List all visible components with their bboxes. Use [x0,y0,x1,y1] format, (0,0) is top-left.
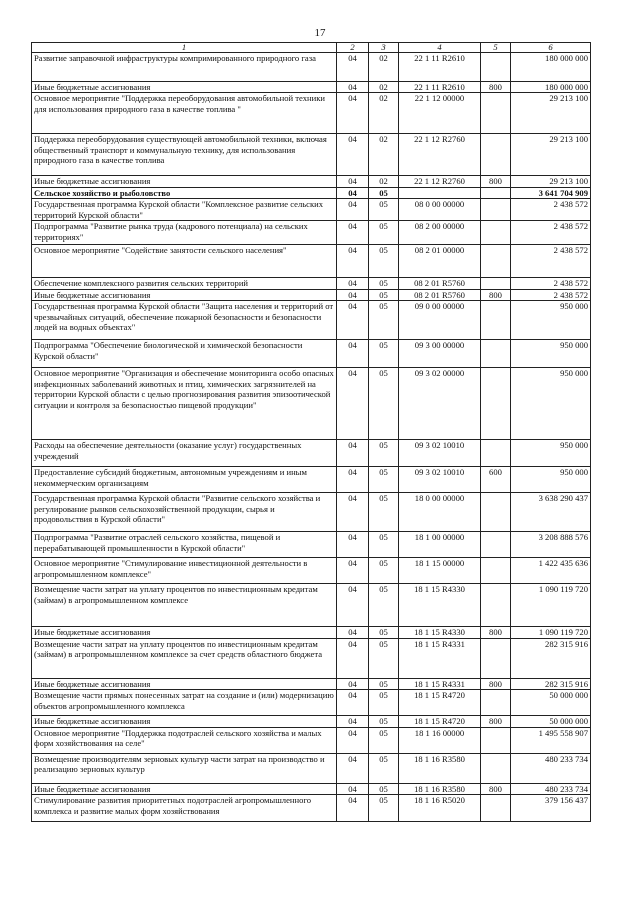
row-sum-cell: 3 641 704 909 [511,187,591,198]
row-csr-cell: 18 1 15 00000 [399,558,481,584]
row-csr-cell: 09 3 02 00000 [399,368,481,440]
row-rz-cell: 04 [337,638,369,678]
row-csr-cell: 18 1 15 R4330 [399,584,481,627]
row-rz-cell: 04 [337,289,369,300]
row-pr-cell: 05 [369,245,399,278]
table-row [32,187,591,198]
row-csr-cell: 18 1 00 00000 [399,532,481,558]
row-sum-cell: 1 090 119 720 [511,584,591,627]
row-name-cell: Предоставление субсидий бюджетным, автономным учреждениям и иным некоммерческим организациям [32,467,337,493]
row-sum-cell: 2 438 572 [511,199,591,221]
row-name-cell: Основное мероприятие "Стимулирование инвестиционной деятельности в агропромышленном комплексе" [32,558,337,584]
table-row [32,340,591,368]
row-pr-cell: 05 [369,278,399,289]
row-vr-cell [481,245,511,278]
row-vr-cell [481,301,511,340]
row-name-cell: Государственная программа Курской области "Комплексное развитие сельских территорий Курской области" [32,199,337,221]
row-sum-cell: 2 438 572 [511,278,591,289]
row-pr-cell: 05 [369,727,399,753]
row-name-cell: Развитие заправочной инфраструктуры компримированного природного газа [32,53,337,82]
table-row [32,638,591,678]
row-vr-cell [481,584,511,627]
row-rz-cell: 04 [337,93,369,134]
row-name-cell: Иные бюджетные ассигнования [32,82,337,93]
row-csr-cell: 18 0 00 00000 [399,493,481,532]
header-cell: 4 [399,43,481,53]
row-vr-cell: 800 [481,176,511,187]
table-row [32,493,591,532]
row-csr-cell: 08 0 00 00000 [399,199,481,221]
row-rz-cell: 04 [337,134,369,176]
row-sum-cell: 50 000 000 [511,716,591,727]
row-sum-cell: 29 213 100 [511,134,591,176]
row-name-cell: Иные бюджетные ассигнования [32,289,337,300]
row-pr-cell: 05 [369,187,399,198]
row-name-cell: Обеспечение комплексного развития сельских территорий [32,278,337,289]
row-name-cell: Иные бюджетные ассигнования [32,716,337,727]
row-csr-cell [399,187,481,198]
row-pr-cell: 05 [369,289,399,300]
row-name-cell: Расходы на обеспечение деятельности (оказание услуг) государственных учреждений [32,440,337,467]
row-csr-cell: 18 1 16 R3580 [399,783,481,794]
row-sum-cell: 950 000 [511,440,591,467]
row-sum-cell: 1 495 558 907 [511,727,591,753]
table-row [32,301,591,340]
table-row [32,368,591,440]
row-rz-cell: 04 [337,532,369,558]
row-pr-cell: 05 [369,368,399,440]
row-rz-cell: 04 [337,558,369,584]
row-pr-cell: 05 [369,301,399,340]
row-name-cell: Возмещение части затрат на уплату процентов по инвестиционным кредитам (займам) в агропромышленном комплексе [32,584,337,627]
row-vr-cell [481,199,511,221]
row-name-cell: Иные бюджетные ассигнования [32,627,337,638]
row-rz-cell: 04 [337,221,369,245]
table-row [32,584,591,627]
row-vr-cell: 800 [481,783,511,794]
row-vr-cell [481,753,511,783]
table-row [32,440,591,467]
row-csr-cell: 18 1 16 R3580 [399,753,481,783]
header-cell: 3 [369,43,399,53]
row-vr-cell: 800 [481,678,511,689]
table-row [32,690,591,716]
row-rz-cell: 04 [337,187,369,198]
row-csr-cell: 18 1 16 00000 [399,727,481,753]
row-pr-cell: 02 [369,82,399,93]
table-row [32,716,591,727]
row-pr-cell: 05 [369,638,399,678]
row-pr-cell: 05 [369,627,399,638]
row-sum-cell: 3 208 888 576 [511,532,591,558]
table-row [32,532,591,558]
row-name-cell: Стимулирование развития приоритетных подотраслей агропромышленного комплекса и развитие малых форм хозяйствования [32,795,337,822]
row-sum-cell: 50 000 000 [511,690,591,716]
row-pr-cell: 05 [369,783,399,794]
row-rz-cell: 04 [337,467,369,493]
row-pr-cell: 05 [369,716,399,727]
row-sum-cell: 1 090 119 720 [511,627,591,638]
row-name-cell: Основное мероприятие "Организация и обеспечение мониторинга особо опасных инфекционных заболеваний животных и птиц, химических загрязнителей на территории Курской области с целью прогнозирования развития эпизоотической ситуации и контроля за безопасностью пищевой продукции" [32,368,337,440]
row-rz-cell: 04 [337,440,369,467]
row-name-cell: Государственная программа Курской области "Защита населения и территорий от чрезвычайных ситуаций, обеспечение пожарной безопасности и безопасности людей на водных объектах" [32,301,337,340]
header-cell: 6 [511,43,591,53]
row-vr-cell [481,278,511,289]
row-name-cell: Основное мероприятие "Поддержка переоборудования автомобильной техники для использования природного газа в качестве топлива " [32,93,337,134]
row-csr-cell: 08 2 01 R5760 [399,289,481,300]
row-csr-cell: 22 1 11 R2610 [399,82,481,93]
row-rz-cell: 04 [337,82,369,93]
row-vr-cell [481,53,511,82]
row-csr-cell: 18 1 16 R5020 [399,795,481,822]
row-vr-cell [481,493,511,532]
row-vr-cell [481,368,511,440]
row-pr-cell: 05 [369,558,399,584]
table-row [32,278,591,289]
row-sum-cell: 180 000 000 [511,53,591,82]
row-name-cell: Государственная программа Курской области "Развитие сельского хозяйства и регулирование рынков сельскохозяйственной продукции, сырья и продовольствия в Курской области" [32,493,337,532]
row-vr-cell [481,340,511,368]
row-rz-cell: 04 [337,368,369,440]
row-sum-cell: 950 000 [511,467,591,493]
row-name-cell: Подпрограмма "Обеспечение биологической и химической безопасности Курской области" [32,340,337,368]
row-rz-cell: 04 [337,340,369,368]
row-pr-cell: 05 [369,493,399,532]
row-sum-cell: 180 000 000 [511,82,591,93]
row-sum-cell: 2 438 572 [511,289,591,300]
row-csr-cell: 09 3 02 10010 [399,467,481,493]
row-vr-cell: 600 [481,467,511,493]
table-row [32,753,591,783]
row-name-cell: Возмещение производителям зерновых культур части затрат на производство и реализацию зерновых культур [32,753,337,783]
row-rz-cell: 04 [337,795,369,822]
row-csr-cell: 22 1 11 R2610 [399,53,481,82]
row-vr-cell: 800 [481,82,511,93]
row-pr-cell: 05 [369,690,399,716]
row-pr-cell: 05 [369,532,399,558]
row-sum-cell: 3 638 290 437 [511,493,591,532]
row-rz-cell: 04 [337,53,369,82]
row-csr-cell: 22 1 12 R2760 [399,134,481,176]
row-pr-cell: 05 [369,584,399,627]
row-rz-cell: 04 [337,727,369,753]
table-row [32,221,591,245]
row-sum-cell: 1 422 435 636 [511,558,591,584]
row-pr-cell: 05 [369,467,399,493]
row-name-cell: Подпрограмма "Развитие отраслей сельского хозяйства, пищевой и перерабатывающей промышленности в Курской области" [32,532,337,558]
row-vr-cell [481,638,511,678]
table-row [32,678,591,689]
row-rz-cell: 04 [337,783,369,794]
row-sum-cell: 950 000 [511,301,591,340]
row-vr-cell [481,221,511,245]
table-row [32,245,591,278]
row-vr-cell: 800 [481,716,511,727]
table-row [32,93,591,134]
row-pr-cell: 05 [369,678,399,689]
row-vr-cell [481,795,511,822]
row-rz-cell: 04 [337,176,369,187]
table-row [32,289,591,300]
header-row [32,43,591,53]
row-vr-cell: 800 [481,627,511,638]
row-csr-cell: 09 0 00 00000 [399,301,481,340]
table-row [32,727,591,753]
row-csr-cell: 22 1 12 00000 [399,93,481,134]
row-name-cell: Сельское хозяйство и рыболовство [32,187,337,198]
row-sum-cell: 2 438 572 [511,245,591,278]
row-name-cell: Основное мероприятие "Поддержка подотраслей сельского хозяйства и малых форм хозяйствования на селе" [32,727,337,753]
row-csr-cell: 18 1 15 R4720 [399,716,481,727]
row-name-cell: Поддержка переоборудования существующей автомобильной техники, включая общественный транспорт и коммунальную технику, для использования природного газа в качестве топлива [32,134,337,176]
row-vr-cell [481,440,511,467]
row-rz-cell: 04 [337,301,369,340]
budget-table [31,42,591,822]
row-sum-cell: 29 213 100 [511,93,591,134]
row-vr-cell [481,134,511,176]
row-csr-cell: 18 1 15 R4720 [399,690,481,716]
row-pr-cell: 02 [369,53,399,82]
row-csr-cell: 18 1 15 R4331 [399,678,481,689]
row-rz-cell: 04 [337,753,369,783]
row-pr-cell: 05 [369,221,399,245]
row-rz-cell: 04 [337,493,369,532]
row-rz-cell: 04 [337,245,369,278]
row-vr-cell [481,187,511,198]
row-sum-cell: 29 213 100 [511,176,591,187]
table-row [32,82,591,93]
row-sum-cell: 950 000 [511,368,591,440]
row-sum-cell: 282 315 916 [511,678,591,689]
table-row [32,558,591,584]
row-csr-cell: 18 1 15 R4330 [399,627,481,638]
row-csr-cell: 08 2 01 R5760 [399,278,481,289]
row-csr-cell: 22 1 12 R2760 [399,176,481,187]
row-rz-cell: 04 [337,584,369,627]
row-pr-cell: 05 [369,753,399,783]
row-csr-cell: 09 3 02 10010 [399,440,481,467]
row-pr-cell: 05 [369,199,399,221]
row-rz-cell: 04 [337,678,369,689]
table-row [32,176,591,187]
header-cell: 1 [32,43,337,53]
row-pr-cell: 02 [369,93,399,134]
row-pr-cell: 05 [369,440,399,467]
row-pr-cell: 05 [369,340,399,368]
row-sum-cell: 282 315 916 [511,638,591,678]
row-csr-cell: 18 1 15 R4331 [399,638,481,678]
row-name-cell: Иные бюджетные ассигнования [32,176,337,187]
row-name-cell: Возмещение части прямых понесенных затрат на создание и (или) модернизацию объектов агропромышленного комплекса [32,690,337,716]
table-row [32,783,591,794]
row-csr-cell: 09 3 00 00000 [399,340,481,368]
table-row [32,134,591,176]
table-row [32,199,591,221]
row-vr-cell: 800 [481,289,511,300]
row-name-cell: Возмещение части затрат на уплату процентов по инвестиционным кредитам (займам) в агропромышленном комплексе за счет средств областного бюджета [32,638,337,678]
row-name-cell: Подпрограмма "Развитие рынка труда (кадрового потенциала) на сельских территориях" [32,221,337,245]
table-row [32,467,591,493]
row-csr-cell: 08 2 00 00000 [399,221,481,245]
row-csr-cell: 08 2 01 00000 [399,245,481,278]
row-vr-cell [481,690,511,716]
table-row [32,627,591,638]
row-pr-cell: 02 [369,176,399,187]
row-rz-cell: 04 [337,627,369,638]
row-rz-cell: 04 [337,278,369,289]
header-cell: 2 [337,43,369,53]
row-rz-cell: 04 [337,199,369,221]
row-sum-cell: 480 233 734 [511,783,591,794]
row-vr-cell [481,558,511,584]
row-sum-cell: 2 438 572 [511,221,591,245]
row-name-cell: Иные бюджетные ассигнования [32,783,337,794]
row-vr-cell [481,532,511,558]
row-sum-cell: 950 000 [511,340,591,368]
row-rz-cell: 04 [337,690,369,716]
row-name-cell: Основное мероприятие "Содействие занятости сельского населения" [32,245,337,278]
row-vr-cell [481,93,511,134]
row-sum-cell: 379 156 437 [511,795,591,822]
row-pr-cell: 02 [369,134,399,176]
row-name-cell: Иные бюджетные ассигнования [32,678,337,689]
row-rz-cell: 04 [337,716,369,727]
table-row [32,795,591,822]
row-vr-cell [481,727,511,753]
row-pr-cell: 05 [369,795,399,822]
header-cell: 5 [481,43,511,53]
row-sum-cell: 480 233 734 [511,753,591,783]
page-number: 17 [314,27,326,39]
table-row [32,53,591,82]
